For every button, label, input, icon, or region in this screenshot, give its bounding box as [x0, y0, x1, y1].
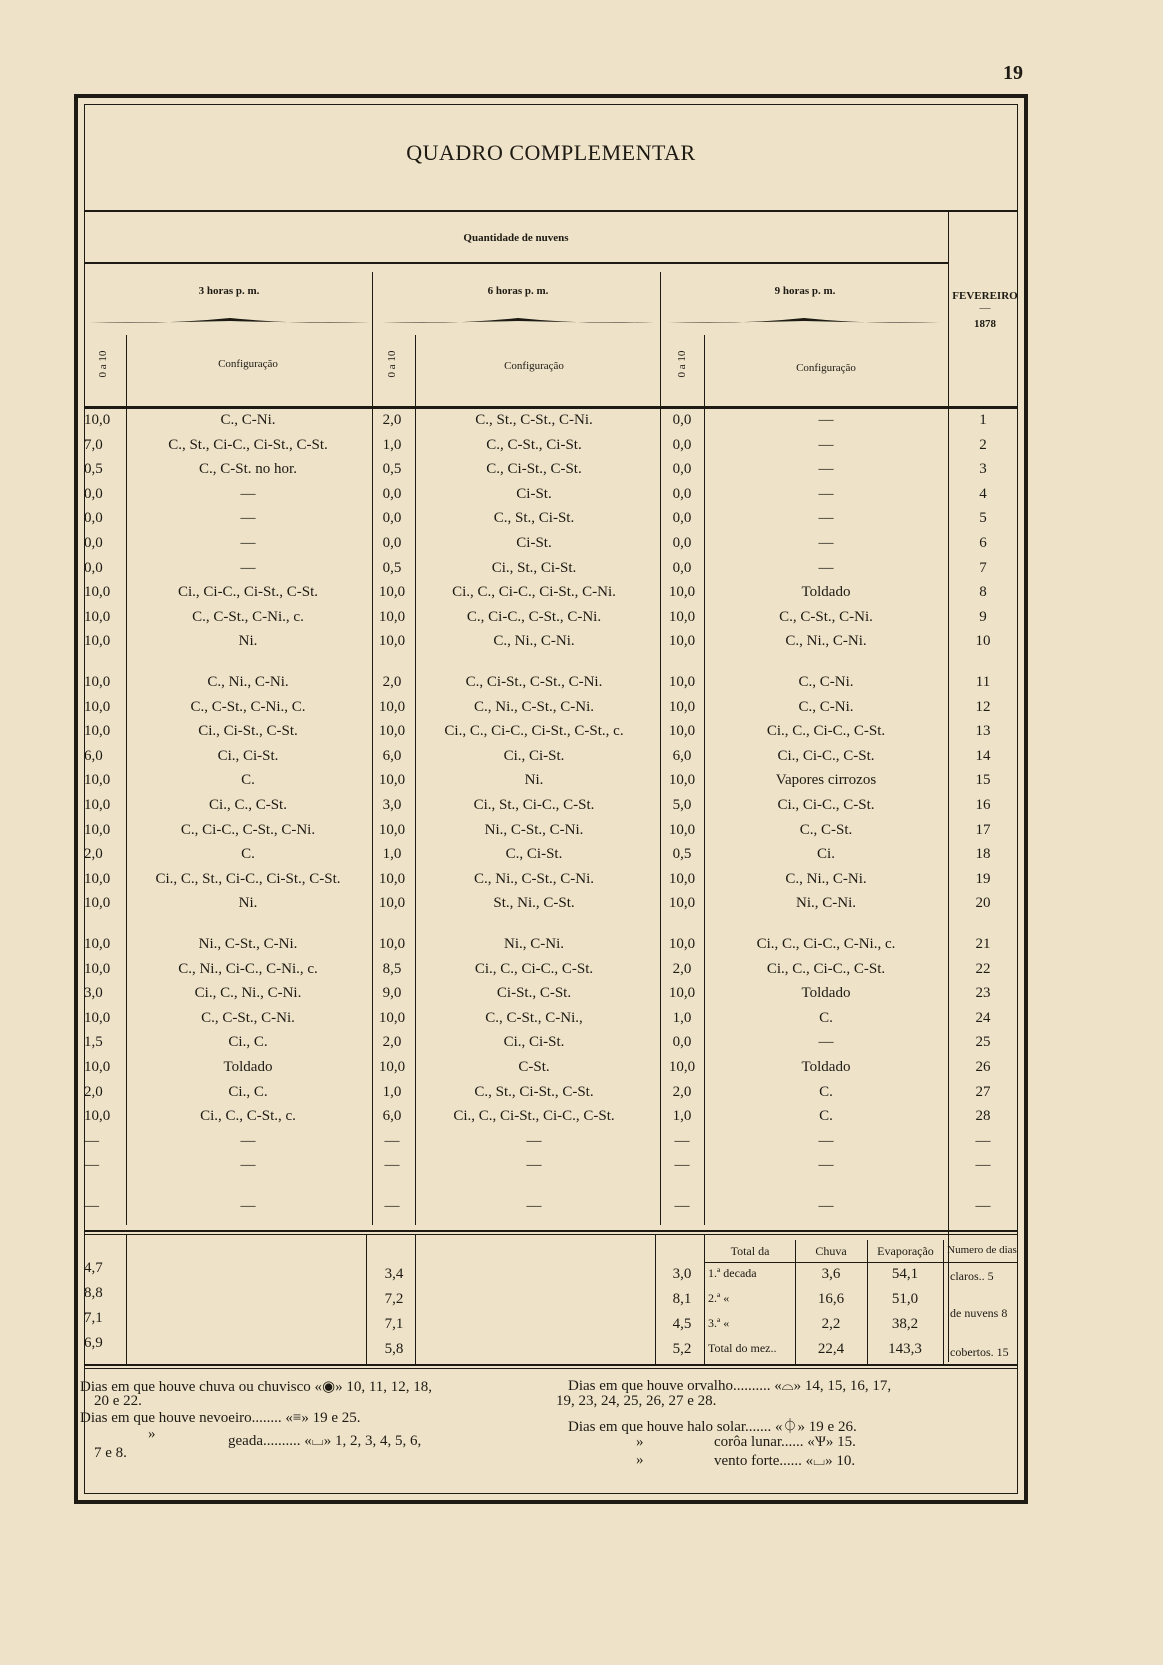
cloud-amount: 9,0: [382, 985, 402, 1002]
day-number: 12: [975, 698, 991, 715]
average-6pm: 5,8: [384, 1341, 404, 1357]
column-rule: [943, 1240, 944, 1365]
footnote-halo: Dias em que houve halo solar....... «⏀» 19 e 26.: [568, 1419, 857, 1435]
footnote-ditto: »: [148, 1426, 156, 1442]
cloud-configuration: C., C-St., C-Ni., c.: [192, 608, 304, 625]
cloud-amount: 0,0: [672, 510, 692, 527]
footnote-ditto: »: [636, 1434, 644, 1450]
rainfall-value: 3,6: [821, 1266, 841, 1282]
cloud-configuration: Ci., C., Ni., C-Ni.: [194, 985, 302, 1002]
cloud-configuration: Vapores cirrozos: [775, 772, 877, 789]
cloud-configuration: Toldado: [223, 1059, 273, 1075]
cloud-amount: 0,0: [672, 412, 692, 428]
summary-header-total: Total da: [730, 1244, 770, 1258]
rainfall-value: 16,6: [817, 1291, 845, 1307]
cloud-configuration: C., Ni., C-St., C-Ni.: [473, 870, 594, 887]
cloud-amount: 0,0: [84, 535, 103, 551]
day-number: —: [975, 1132, 991, 1149]
cloud-configuration: —: [818, 559, 834, 576]
cloud-amount: 10,0: [668, 895, 696, 912]
cloud-amount: 0,0: [672, 485, 692, 502]
cloud-configuration: Ci., St., Ci-St.: [491, 559, 577, 576]
cloud-amount: 10,0: [84, 821, 111, 838]
cloud-amount: 10,0: [668, 936, 696, 952]
scale-label: 0 a 10: [386, 350, 398, 378]
cloud-configuration: C., St., Ci-C., Ci-St., C-St.: [168, 436, 328, 453]
average-9pm: 5,2: [672, 1341, 692, 1357]
cloud-configuration: C., Ni., C-Ni.: [785, 633, 867, 650]
day-number: 10: [975, 633, 991, 650]
cloud-configuration: C., Ci-St., C-St.: [486, 461, 582, 478]
cloud-configuration: C., C-St., C-Ni., C.: [190, 698, 306, 715]
header-mid-rule: [84, 262, 948, 264]
cloud-amount: 2,0: [84, 846, 103, 863]
cloud-amount: 10,0: [668, 633, 696, 650]
cloud-amount: 10,0: [84, 584, 111, 601]
column-rule: [704, 335, 705, 1225]
cloud-configuration: Ci., Ci-St.: [503, 1034, 565, 1051]
cloud-amount: 10,0: [668, 985, 696, 1002]
period-label: Total do mez..: [708, 1341, 777, 1355]
average-9pm: 4,5: [672, 1316, 692, 1332]
footnote-dew-cont: 19, 23, 24, 25, 26, 27 e 28.: [556, 1393, 717, 1409]
cloud-configuration: C., Ci-St.: [505, 846, 563, 863]
cloud-configuration: Ci., C., Ci-C., C-St.: [766, 723, 886, 740]
day-number: 9: [979, 608, 987, 625]
day-number: 19: [975, 870, 991, 887]
day-number: 2: [979, 436, 987, 453]
footnote-rain-cont: 20 e 22.: [94, 1393, 142, 1409]
cloud-configuration: C., Ci-C., C-St., C-Ni.: [466, 608, 602, 625]
cloud-amount: 10,0: [84, 698, 111, 715]
cloud-amount: 0,0: [672, 1034, 692, 1051]
cloud-configuration: C., C-St.: [799, 821, 853, 838]
page-title: QUADRO COMPLEMENTAR: [406, 140, 696, 165]
cloud-configuration: C., C-St., C-Ni.: [779, 608, 873, 625]
cloud-amount: —: [84, 1198, 99, 1214]
cloud-configuration: C.: [241, 772, 255, 789]
cloud-amount: 2,0: [382, 674, 402, 690]
cloud-configuration: C., Ni., C-Ni.: [493, 633, 575, 650]
average-3pm: 7,1: [84, 1310, 103, 1326]
cloud-amount: 0,5: [382, 559, 402, 576]
cloud-amount: 0,0: [672, 461, 692, 478]
period-label-6pm: 6 horas p. m.: [487, 285, 549, 297]
days-clear: claros.. 5: [950, 1269, 994, 1283]
average-3pm: 4,7: [84, 1260, 103, 1276]
cloud-configuration: Ci., Ci-C., Ci-St., C-St.: [177, 584, 319, 601]
day-number: 13: [975, 723, 991, 740]
day-number: 6: [979, 535, 987, 551]
cloud-amount: 10,0: [84, 960, 111, 977]
cloud-amount: 10,0: [378, 723, 406, 740]
cloud-amount: 6,0: [382, 1108, 402, 1125]
average-6pm: 3,4: [384, 1266, 404, 1282]
header-bottom-rule: [84, 406, 1018, 409]
cloud-configuration: —: [818, 412, 834, 428]
cloud-amount: 10,0: [668, 723, 696, 740]
cloud-amount: —: [384, 1157, 400, 1174]
day-number: 24: [975, 1009, 991, 1026]
cloud-amount: 1,0: [382, 1083, 402, 1100]
cloud-amount: 8,5: [382, 960, 402, 977]
cloud-configuration: Ci., C., Ci-C., C-St.: [474, 960, 594, 977]
evaporation-value: 51,0: [891, 1291, 919, 1307]
day-number: 17: [975, 821, 991, 838]
cloud-configuration: Ci., C.: [228, 1083, 268, 1100]
cloud-configuration: Toldado: [801, 985, 851, 1002]
column-rule: [126, 335, 127, 1225]
cloud-configuration: C., St., Ci-St.: [493, 510, 575, 527]
day-number: 21: [975, 936, 991, 952]
cloud-amount: 10,0: [378, 772, 406, 789]
cloud-amount: 10,0: [84, 936, 111, 952]
cloud-amount: 10,0: [84, 772, 111, 789]
swash-ornament: [668, 315, 940, 329]
footnote-fog: Dias em que houve nevoeiro........ «≡» 19 e 25.: [80, 1410, 361, 1426]
config-label: Configuração: [796, 362, 856, 374]
cloud-configuration: C., Ni., C-St., C-Ni.: [473, 698, 594, 715]
cloud-configuration: —: [240, 559, 256, 576]
summary-bottom-rule: [84, 1364, 1018, 1366]
cloud-configuration: —: [818, 1132, 834, 1149]
cloud-amount: 10,0: [378, 1009, 406, 1026]
cloud-amount: 10,0: [84, 723, 111, 740]
cloud-amount: 10,0: [84, 895, 111, 912]
cloud-amount: 2,0: [382, 412, 402, 428]
period-label: 3.ª «: [708, 1316, 730, 1330]
cloud-configuration: C., C-St. no hor.: [199, 461, 297, 478]
cloud-amount: 2,0: [672, 1083, 692, 1100]
day-number: 26: [975, 1059, 991, 1075]
cloud-configuration: C., Ci-C., C-St., C-Ni.: [180, 821, 316, 838]
footnote-lunar-corona: corôa lunar...... «Ѱ» 15.: [714, 1434, 856, 1450]
cloud-amount: 10,0: [668, 772, 696, 789]
cloud-amount: 10,0: [378, 608, 406, 625]
cloud-configuration: Ci-St., C-St.: [496, 985, 572, 1002]
cloud-amount: 10,0: [378, 1059, 406, 1075]
cloud-amount: 5,0: [672, 797, 692, 813]
cloud-configuration: —: [818, 461, 834, 478]
cloud-amount: 0,0: [84, 485, 103, 502]
cloud-amount: 1,0: [382, 436, 402, 453]
cloud-amount: 6,0: [382, 747, 402, 764]
cloud-amount: 0,5: [84, 461, 103, 478]
day-number: 20: [975, 895, 991, 912]
cloud-amount: 6,0: [672, 747, 692, 764]
cloud-amount: 10,0: [668, 608, 696, 625]
cloud-amount: 10,0: [668, 674, 696, 690]
cloud-configuration: Ci., C., St., Ci-C., Ci-St., C-St.: [155, 870, 341, 887]
day-number: —: [975, 1157, 991, 1174]
cloud-amount: 0,5: [672, 846, 692, 863]
day-number: 4: [979, 485, 987, 502]
cloud-configuration: —: [526, 1198, 542, 1214]
period-label-9pm: 9 horas p. m.: [774, 285, 836, 297]
cloud-amount: —: [674, 1157, 690, 1174]
cloud-configuration: C., Ci-St., C-St., C-Ni.: [465, 674, 603, 690]
cloud-amount: 10,0: [84, 870, 111, 887]
day-number: 25: [975, 1034, 991, 1051]
cloud-configuration: —: [818, 535, 834, 551]
rainfall-value: 2,2: [821, 1316, 841, 1332]
cloud-configuration: C., Ni., C-Ni.: [207, 674, 289, 690]
footnote-frost: geada.......... «⌴» 1, 2, 3, 4, 5, 6,: [228, 1433, 422, 1449]
cloud-amount: 0,0: [672, 535, 692, 551]
summary-top-rule: [84, 1230, 1018, 1232]
cloud-amount: 2,0: [382, 1034, 402, 1051]
cloud-amount: —: [674, 1198, 690, 1214]
cloud-configuration: Toldado: [801, 1059, 851, 1075]
footnote-rain: Dias em que houve chuva ou chuvisco «◉» 10, 11, 12, 18,: [80, 1379, 433, 1395]
summary-bottom-rule: [84, 1368, 1018, 1369]
day-number: 18: [975, 846, 991, 863]
header-top-rule: [84, 210, 1018, 212]
day-number: 1: [979, 412, 987, 428]
cloud-configuration: —: [240, 535, 256, 551]
cloud-configuration: —: [818, 436, 834, 453]
cloud-amount: 1,0: [672, 1009, 692, 1026]
cloud-configuration: C., C-St., C-Ni.,: [485, 1009, 583, 1026]
cloud-amount: 10,0: [84, 608, 111, 625]
cloud-amount: 10,0: [378, 584, 406, 601]
cloud-configuration: Ci., C., Ci-C., C-St.: [766, 960, 886, 977]
cloud-configuration: C., St., Ci-St., C-St.: [474, 1083, 594, 1100]
cloud-amount: 6,0: [84, 747, 103, 764]
cloud-configuration: Ci., C., C-St.: [209, 797, 287, 813]
cloud-configuration: C., C-St., Ci-St.: [486, 436, 582, 453]
day-number: 14: [975, 747, 991, 764]
cloud-amount: 10,0: [668, 584, 696, 601]
cloud-configuration: St., Ni., C-St.: [493, 895, 575, 912]
day-number: 27: [975, 1083, 991, 1100]
cloud-amount: —: [84, 1132, 99, 1149]
year-label: 1878: [974, 318, 996, 330]
cloud-amount: 1,5: [84, 1034, 103, 1051]
month-label: FEVEREIRO: [952, 290, 1018, 302]
cloud-configuration: C., Ni., Ci-C., C-Ni., c.: [178, 960, 318, 977]
cloud-configuration: Ni.: [238, 633, 258, 650]
cloud-configuration: Toldado: [801, 584, 851, 601]
swash-ornament: [90, 315, 370, 329]
cloud-amount: 10,0: [84, 633, 111, 650]
cloud-configuration: —: [818, 485, 834, 502]
column-rule: [704, 1235, 705, 1365]
cloud-amount: 10,0: [84, 797, 111, 813]
average-6pm: 7,1: [384, 1316, 404, 1332]
cloud-amount: 0,0: [382, 535, 402, 551]
average-6pm: 7,2: [384, 1291, 404, 1307]
day-number: 7: [979, 559, 987, 576]
config-label: Configuração: [218, 358, 278, 370]
cloud-amount: 10,0: [378, 821, 406, 838]
average-9pm: 8,1: [672, 1291, 692, 1307]
cloud-amount: 0,0: [672, 436, 692, 453]
cloud-amount: —: [84, 1157, 99, 1174]
cloud-amount: 1,0: [382, 846, 402, 863]
header-dash: —: [979, 302, 991, 314]
day-number: 28: [975, 1108, 991, 1125]
cloud-amount: 0,0: [382, 510, 402, 527]
column-rule: [366, 1235, 367, 1365]
cloud-amount: 2,0: [672, 960, 692, 977]
evaporation-value: 38,2: [891, 1316, 919, 1332]
cloud-amount: 10,0: [378, 936, 406, 952]
cloud-configuration: C., C-Ni.: [798, 698, 854, 715]
cloud-amount: 7,0: [84, 436, 103, 453]
cloud-configuration: —: [240, 485, 256, 502]
cloud-configuration: Ci-St.: [516, 485, 552, 502]
cloud-configuration: Ni.: [238, 895, 258, 912]
cloud-amount: 0,0: [84, 510, 103, 527]
header-group-label: Quantidade de nuvens: [463, 232, 569, 244]
cloud-configuration: Ci., Ci-C., C-St.: [777, 797, 875, 813]
cloud-amount: 0,5: [382, 461, 402, 478]
summary-header-evaporacao: Evaporação: [877, 1244, 934, 1258]
cloud-amount: 2,0: [84, 1083, 103, 1100]
cloud-configuration: Ci., C., Ci-C., C-Ni., c.: [756, 936, 896, 952]
cloud-amount: 0,0: [382, 485, 402, 502]
cloud-configuration: C., C-Ni.: [798, 674, 854, 690]
column-rule: [126, 1235, 127, 1365]
evaporation-value: 143,3: [888, 1341, 922, 1357]
day-number: 15: [975, 772, 991, 789]
cloud-amount: 10,0: [84, 674, 111, 690]
rainfall-value: 22,4: [817, 1341, 845, 1357]
cloud-amount: 0,0: [84, 559, 103, 576]
cloud-configuration: —: [240, 1198, 256, 1214]
summary-header-numero: Numero de dias: [947, 1244, 1017, 1256]
cloud-configuration: —: [526, 1132, 542, 1149]
cloud-configuration: Ci., St., Ci-C., C-St.: [473, 797, 595, 813]
cloud-configuration: —: [526, 1157, 542, 1174]
cloud-configuration: Ci-St.: [516, 535, 552, 551]
days-overcast: cobertos. 15: [950, 1345, 1009, 1359]
footnote-wind: vento forte...... «⌴» 10.: [714, 1453, 856, 1469]
day-number: 22: [975, 960, 991, 977]
cloud-configuration: —: [240, 1157, 256, 1174]
period-label: 2.ª «: [708, 1291, 730, 1305]
cloud-configuration: Ni., C-Ni.: [796, 895, 856, 912]
column-rule: [655, 1235, 656, 1365]
footnote-ditto: »: [636, 1452, 644, 1468]
day-number: 3: [979, 461, 987, 478]
cloud-configuration: Ni.: [524, 772, 544, 789]
cloud-configuration: Ni., C-St., C-Ni.: [484, 821, 584, 838]
cloud-amount: —: [384, 1132, 400, 1149]
summary-header-chuva: Chuva: [815, 1244, 847, 1258]
cloud-configuration: Ci., C., Ci-St., Ci-C., C-St.: [453, 1108, 615, 1125]
cloud-configuration: C.: [819, 1108, 833, 1125]
period-label: 1.ª decada: [708, 1266, 757, 1280]
cloud-configuration: C., Ni., C-Ni.: [785, 870, 867, 887]
day-number: 11: [975, 674, 991, 690]
cloud-amount: —: [384, 1198, 400, 1214]
cloud-configuration: C., C-Ni.: [220, 412, 276, 428]
cloud-configuration: C.: [819, 1009, 833, 1026]
cloud-amount: 1,0: [672, 1108, 692, 1125]
cloud-configuration: —: [818, 510, 834, 527]
scale-label: 0 a 10: [676, 350, 688, 378]
day-number: 23: [975, 985, 991, 1002]
cloud-configuration: —: [240, 1132, 256, 1149]
cloud-amount: 0,0: [672, 559, 692, 576]
average-3pm: 8,8: [84, 1285, 103, 1301]
cloud-amount: 10,0: [378, 870, 406, 887]
summary-top-rule: [84, 1234, 1018, 1235]
cloud-configuration: Ci., C., Ci-C., Ci-St., C-Ni.: [452, 584, 616, 601]
cloud-amount: 3,0: [84, 985, 103, 1002]
cloud-configuration: Ci.: [817, 846, 835, 863]
cloud-configuration: —: [818, 1198, 834, 1214]
cloud-configuration: Ci., Ci-St.: [217, 747, 279, 764]
cloud-amount: 10,0: [84, 1009, 111, 1026]
cloud-configuration: Ci., C., C-St., c.: [200, 1108, 296, 1125]
config-label: Configuração: [504, 360, 564, 372]
cloud-configuration: C.: [819, 1083, 833, 1100]
cloud-amount: 10,0: [378, 895, 406, 912]
days-cloudy: de nuvens 8: [950, 1306, 1008, 1320]
day-number: 5: [979, 510, 987, 527]
cloud-amount: 10,0: [668, 1059, 696, 1075]
cloud-configuration: Ni., C-Ni.: [504, 936, 564, 952]
column-rule: [948, 212, 949, 1362]
cloud-configuration: C-St.: [518, 1059, 550, 1075]
average-9pm: 3,0: [672, 1266, 692, 1282]
cloud-configuration: C., C-St., C-Ni.: [201, 1009, 295, 1026]
cloud-amount: —: [674, 1132, 690, 1149]
cloud-configuration: C.: [241, 846, 255, 863]
cloud-configuration: Ci., Ci-C., C-St.: [777, 747, 875, 764]
period-label-3pm: 3 horas p. m.: [198, 285, 260, 297]
cloud-amount: 10,0: [668, 821, 696, 838]
cloud-configuration: —: [818, 1157, 834, 1174]
cloud-amount: 10,0: [668, 698, 696, 715]
page-number: 19: [1003, 62, 1023, 84]
cloud-configuration: Ci., Ci-St.: [503, 747, 565, 764]
cloud-amount: 3,0: [382, 797, 402, 813]
cloud-amount: 10,0: [378, 698, 406, 715]
day-number: 16: [975, 797, 991, 813]
cloud-amount: 10,0: [668, 870, 696, 887]
cloud-amount: 10,0: [84, 1059, 111, 1075]
day-number: 8: [979, 584, 987, 601]
footnote-dew: Dias em que houve orvalho.......... «⌓» 14, 15, 16, 17,: [568, 1378, 892, 1394]
cloud-configuration: Ci., C.: [228, 1034, 268, 1051]
cloud-configuration: —: [240, 510, 256, 527]
swash-ornament: [382, 315, 654, 329]
scale-label: 0 a 10: [97, 350, 109, 378]
cloud-configuration: —: [818, 1034, 834, 1051]
evaporation-value: 54,1: [891, 1266, 919, 1282]
summary-header-rule: [704, 1262, 1018, 1263]
cloud-configuration: Ci., Ci-St., C-St.: [198, 723, 298, 740]
cloud-configuration: Ci., C., Ci-C., Ci-St., C-St., c.: [444, 723, 624, 740]
cloud-configuration: C., St., C-St., C-Ni.: [475, 412, 593, 428]
cloud-amount: 10,0: [84, 1108, 111, 1125]
footnote-frost-cont: 7 e 8.: [94, 1445, 127, 1461]
cloud-amount: 10,0: [84, 412, 111, 428]
day-number: —: [975, 1198, 991, 1214]
cloud-configuration: Ni., C-St., C-Ni.: [198, 936, 298, 952]
average-3pm: 6,9: [84, 1335, 103, 1351]
cloud-amount: 10,0: [378, 633, 406, 650]
